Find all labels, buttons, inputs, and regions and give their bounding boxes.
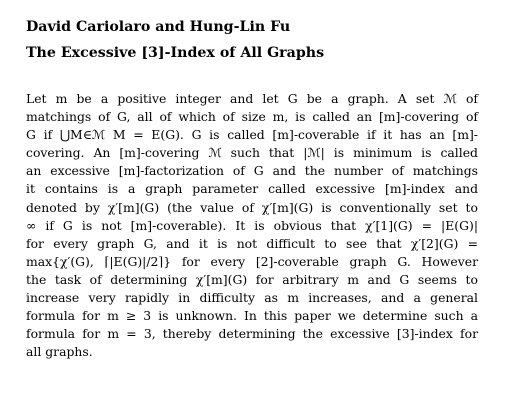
abstract-line: the task of determining χ′[m](G) for arbitrary m and G seems to <box>26 271 478 287</box>
abstract-line: G if ⋃M∈ℳ M = E(G). G is called [m]-coverable if it has an [m]- <box>26 127 478 143</box>
abstract-line: an excessive [m]-factorization of G and the number of matchings <box>26 163 478 179</box>
abstract-line: matchings of G, all of which of size m, is called an [m]-covering of <box>26 109 478 125</box>
abstract-line: increase very rapidly in difficulty as m increases, and a general <box>26 290 478 306</box>
abstract-line: max{χ′(G), ⌈|E(G)|/2⌉} for every [2]-coverable graph G. However <box>26 253 478 269</box>
abstract-line: formula for m = 3, thereby determining the excessive [3]-index for <box>26 326 478 342</box>
abstract-line: ∞ if G is not [m]-coverable). It is obvious that χ′[1](G) = |E(G)| <box>26 217 478 233</box>
paper-title: The Excessive [3]-Index of All Graphs <box>26 45 325 61</box>
abstract-line: denoted by χ′[m](G) (the value of χ′[m](G) is conventionally set to <box>26 199 478 215</box>
abstract-line: formula for m ≥ 3 is unknown. In this paper we determine such a <box>26 308 478 324</box>
abstract-line: Let m be a positive integer and let G be a graph. A set ℳ of <box>26 91 478 106</box>
abstract-line: covering. An [m]-covering ℳ such that |ℳ| is minimum is called <box>26 145 478 161</box>
abstract <box>26 90 478 361</box>
abstract-line: for every graph G, and it is not difficult to see that χ′[2](G) = <box>26 235 478 251</box>
abstract-line: it contains is a graph parameter called excessive [m]-index and <box>26 181 478 197</box>
abstract-line: all graphs. <box>26 344 93 360</box>
author-names: David Cariolaro and Hung-Lin Fu <box>26 19 291 35</box>
paper-page <box>26 18 478 361</box>
